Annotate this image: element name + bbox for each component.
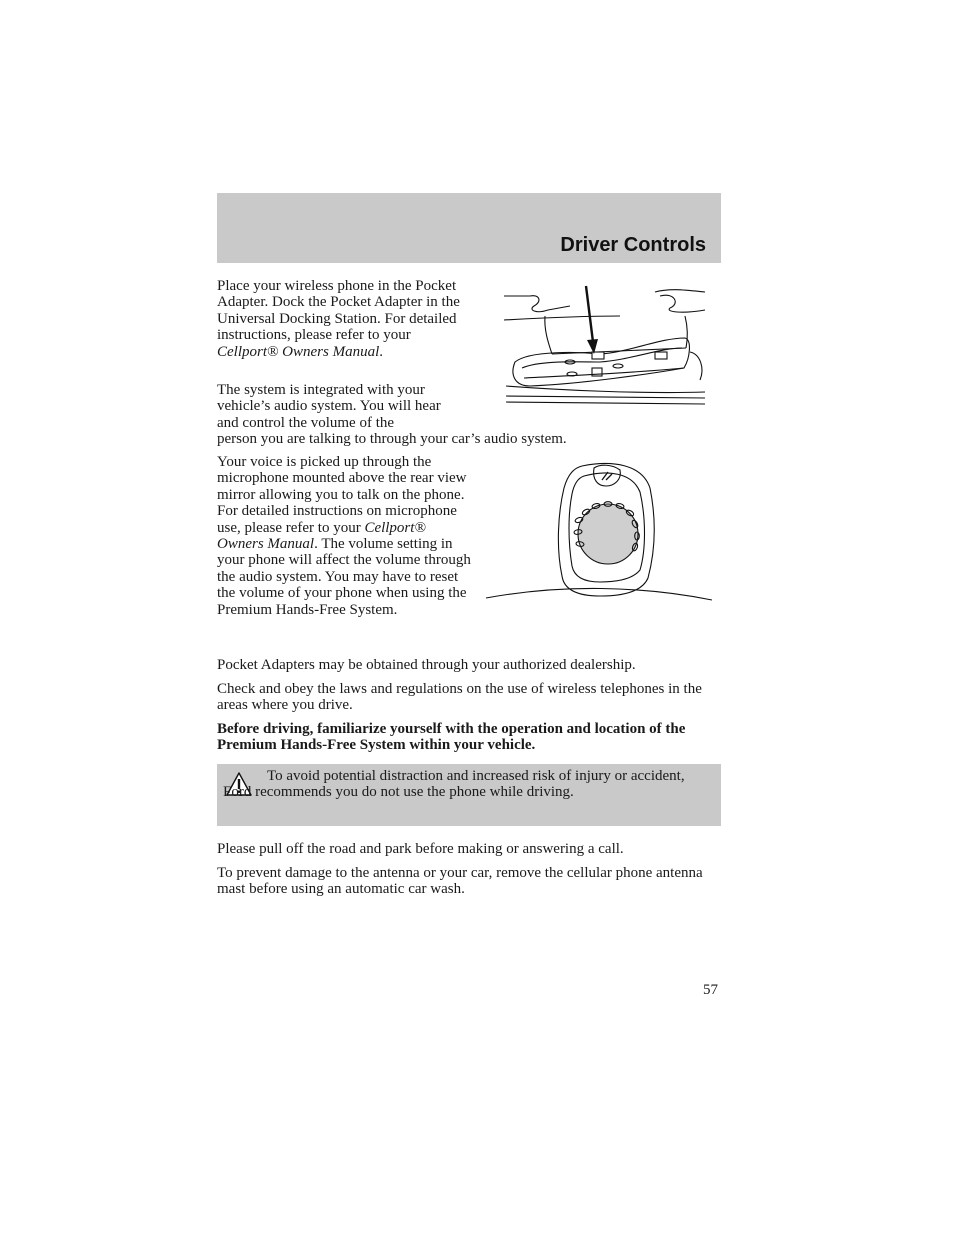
audio-paragraph-line2: person you are talking to through your car’s audio system. bbox=[217, 431, 567, 447]
antenna-paragraph: To prevent damage to the antenna or your car, remove the cellular phone antenna mast before using an automatic car wash. bbox=[217, 865, 703, 898]
warning-text: To avoid potential distraction and increased risk of injury or accident, Ford recommends you do not use the phone while driving. bbox=[223, 768, 685, 801]
dealership-paragraph: Pocket Adapters may be obtained through your authorized dealership. bbox=[217, 657, 636, 673]
microphone-illustration bbox=[482, 458, 714, 603]
pull-off-paragraph: Please pull off the road and park before making or answering a call. bbox=[217, 841, 624, 857]
voice-text: Your voice is picked up through the microphone mounted above the rear view mirror allowing you to talk on the phone. For detailed instructions on microphone use, please refer to your bbox=[217, 454, 467, 536]
audio-paragraph-line1: The system is integrated with your vehicle’s audio system. You will hear and control the volume of the bbox=[217, 382, 441, 431]
warning-box bbox=[217, 764, 721, 826]
warning-text-block bbox=[223, 768, 693, 801]
before-driving-paragraph: Before driving, familiarize yourself with the operation and location of the Premium Hands-Free System within your vehicle. bbox=[217, 721, 686, 754]
docking-station-illustration bbox=[500, 282, 710, 407]
voice-paragraph bbox=[217, 454, 475, 618]
page-number: 57 bbox=[703, 982, 718, 998]
manual-reference: Cellport® Owners Manual bbox=[217, 343, 380, 360]
manual-reference: Cellport® Owners Manual bbox=[217, 519, 426, 553]
section-title: Driver Controls bbox=[560, 234, 706, 256]
sentence-end: . bbox=[379, 343, 383, 360]
pocket-adapter-paragraph bbox=[217, 278, 465, 360]
pocket-adapter-text: Place your wireless phone in the Pocket Adapter. Dock the Pocket Adapter in the Universal Docking Station. For detailed instructions, please refer to your bbox=[217, 278, 460, 344]
laws-paragraph: Check and obey the laws and regulations on the use of wireless telephones in the areas where you drive. bbox=[217, 681, 702, 714]
section-header bbox=[217, 193, 721, 263]
voice-text-rest: . The volume setting in your phone will affect the volume through the audio system. You may have to reset the volume of your phone when using the Premium Hands-Free System. bbox=[217, 536, 471, 618]
